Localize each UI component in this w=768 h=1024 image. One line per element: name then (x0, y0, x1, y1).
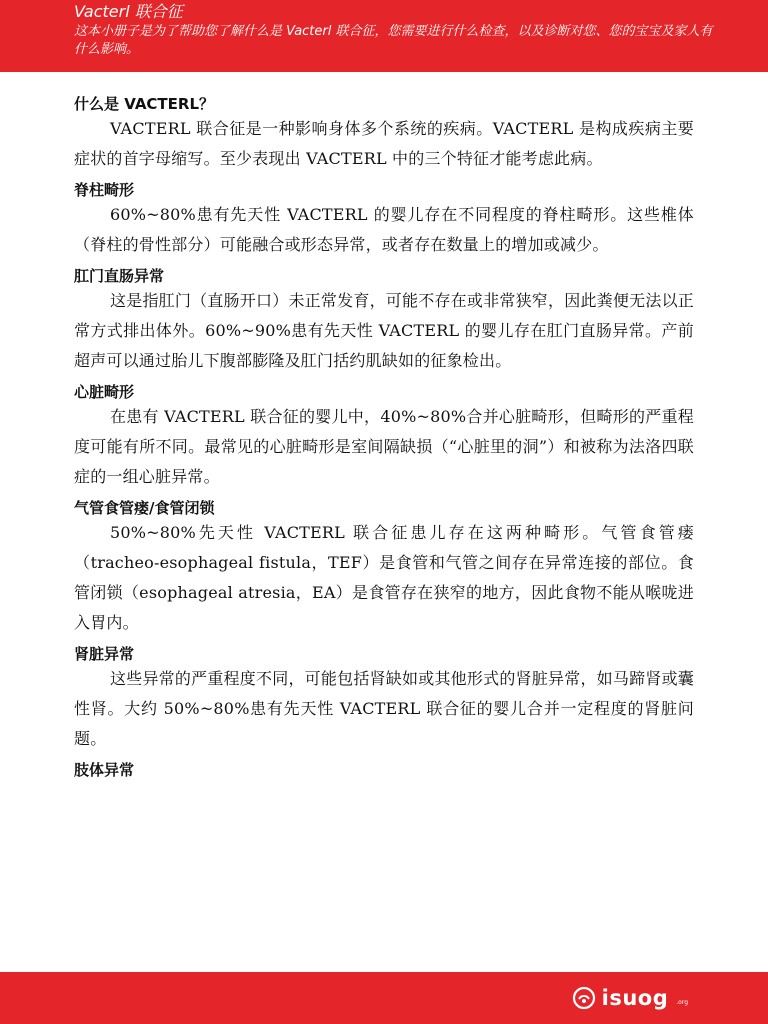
section-body-spine: 60%~80%患有先天性 VACTERL 的婴儿存在不同程度的脊柱畸形。这些椎体（脊柱的骨性部分）可能融合或形态异常，或者存在数量上的增加或减少。 (74, 205, 694, 254)
header-bar (0, 0, 768, 72)
logo-text: isuog (601, 986, 669, 1010)
section-body-renal: 这些异常的严重程度不同，可能包括肾缺如或其他形式的肾脏异常，如马蹄肾或囊性肾。大约 50%~80%患有先天性 VACTERL 联合征的婴儿合并一定程度的肾脏问题。 (74, 669, 694, 748)
section-heading-limb: 肢体异常 (74, 761, 135, 779)
document-subtitle: 这本小册子是为了帮助您了解什么是 Vacterl 联合征，您需要进行什么检查，以及诊断对您、您的宝宝及家人有什么影响。 (74, 24, 713, 57)
section-heading-tef-ea: 气管食管瘘/食管闭锁 (74, 499, 215, 517)
section-heading-what-is-vacterl: 什么是 VACTERL？ (74, 95, 215, 113)
logo-suffix: .org (676, 999, 688, 1006)
section-heading-renal: 肾脏异常 (74, 645, 135, 663)
section-body-tef-ea: 50%~80%先天性 VACTERL 联合征患儿存在这两种畸形。气管食管瘘（tracheo-esophageal fistula，TEF）是食管和气管之间存在异常连接的部位。食管闭锁（esophageal atresia，EA）是食管存在狭窄的地方，因此食物不能从喉咙进入胃内。 (74, 523, 694, 632)
document-title: Vacterl 联合征 (74, 2, 183, 21)
section-body-cardiac: 在患有 VACTERL 联合征的婴儿中，40%~80%合并心脏畸形，但畸形的严重程度可能有所不同。最常见的心脏畸形是室间隔缺损（“心脏里的洞”）和被称为法洛四联症的一组心脏异常。 (74, 407, 694, 486)
section-heading-anorectal: 肛门直肠异常 (74, 267, 165, 285)
section-body-what-is-vacterl: VACTERL 联合征是一种影响身体多个系统的疾病。VACTERL 是构成疾病主要症状的首字母缩写。至少表现出 VACTERL 中的三个特征才能考虑此病。 (74, 119, 694, 168)
document-body (74, 94, 694, 780)
section-heading-spine: 脊柱畸形 (74, 181, 135, 199)
isuog-logo (572, 986, 688, 1010)
section-body-anorectal: 这是指肛门（直肠开口）未正常发育，可能不存在或非常狭窄，因此粪便无法以正常方式排出体外。60%~90%患有先天性 VACTERL 的婴儿存在肛门直肠异常。产前超声可以通过胎儿下腹部膨隆及肛门括约肌缺如的征象检出。 (74, 291, 694, 370)
footer-bar (0, 972, 768, 1024)
isuog-logo-icon (572, 986, 596, 1010)
section-heading-cardiac: 心脏畸形 (74, 383, 135, 401)
